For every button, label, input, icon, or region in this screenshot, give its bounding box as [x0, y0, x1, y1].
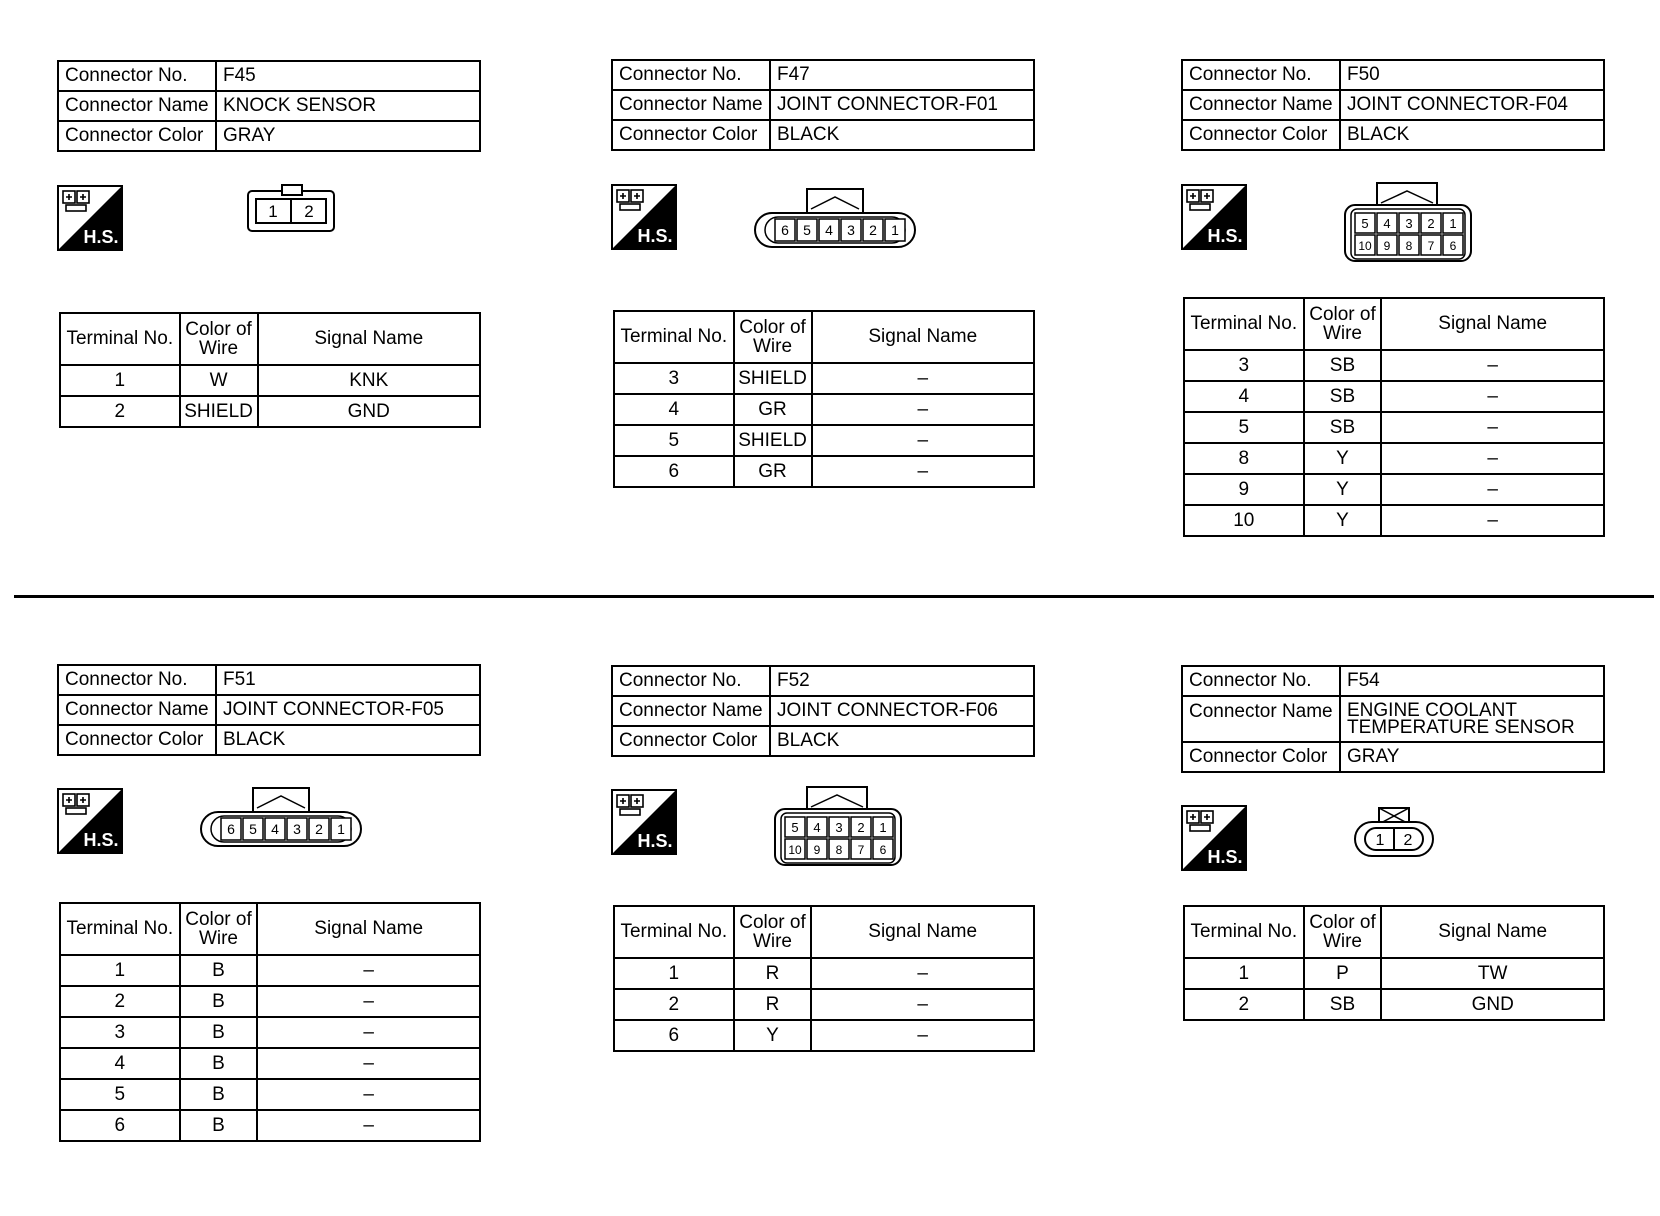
connector-face-2pin — [242, 183, 342, 237]
connector-diagram — [1341, 181, 1477, 272]
connector-color-label: Connector Color — [612, 726, 770, 756]
terminal-row — [614, 1020, 1034, 1051]
connector-name-value: JOINT CONNECTOR-F06 — [770, 696, 1034, 726]
terminal-row — [614, 989, 1034, 1020]
connector-panel-f51 — [57, 664, 481, 1136]
terminal-row — [60, 396, 480, 427]
connector-color-label: Connector Color — [58, 121, 216, 151]
wire-color-cell: GR — [734, 394, 812, 425]
svg-text:2: 2 — [1427, 216, 1435, 231]
svg-text:2: 2 — [315, 821, 323, 837]
terminal-no-header: Terminal No. — [614, 311, 734, 363]
terminal-row — [60, 1079, 480, 1110]
terminal-row — [1184, 474, 1604, 505]
svg-text:3: 3 — [1405, 216, 1413, 231]
terminal-row — [1184, 989, 1604, 1020]
harness-side-icon — [57, 185, 123, 251]
color-of-wire-header: Color of Wire — [1304, 298, 1382, 350]
signal-name-cell: – — [1381, 443, 1604, 474]
svg-text:4: 4 — [825, 222, 833, 238]
terminal-table — [1183, 905, 1605, 1021]
svg-text:1: 1 — [1375, 832, 1385, 849]
connector-panel-f45 — [57, 60, 481, 422]
svg-text:5: 5 — [249, 821, 257, 837]
svg-text:8: 8 — [835, 843, 843, 857]
connector-name-label: Connector Name — [1182, 90, 1340, 120]
color-of-wire-header: Color of Wire — [180, 313, 258, 365]
terminal-row — [1184, 381, 1604, 412]
terminal-no-header: Terminal No. — [1184, 298, 1304, 350]
terminal-row — [614, 425, 1034, 456]
terminal-row — [614, 958, 1034, 989]
connector-no-value: F51 — [216, 665, 480, 695]
signal-name-cell: – — [1381, 505, 1604, 536]
connector-color-value: BLACK — [216, 725, 480, 755]
signal-name-header: Signal Name — [812, 311, 1035, 363]
svg-text:7: 7 — [857, 843, 865, 857]
section-divider — [14, 595, 1654, 598]
svg-text:H.S.: H.S. — [637, 831, 673, 851]
terminal-no-cell: 3 — [60, 1017, 180, 1048]
connector-panel-f52 — [611, 665, 1035, 1046]
connector-info-table — [1181, 59, 1605, 151]
connector-no-label: Connector No. — [58, 61, 216, 91]
svg-text:6: 6 — [1449, 239, 1457, 253]
connector-no-label: Connector No. — [612, 666, 770, 696]
terminal-no-header: Terminal No. — [60, 313, 180, 365]
signal-name-header: Signal Name — [257, 903, 480, 955]
connector-no-value: F52 — [770, 666, 1034, 696]
terminal-table — [613, 905, 1035, 1052]
terminal-no-cell: 1 — [60, 955, 180, 986]
connector-color-label: Connector Color — [1182, 120, 1340, 150]
connector-no-value: F45 — [216, 61, 480, 91]
svg-text:9: 9 — [813, 843, 821, 857]
svg-text:10: 10 — [1358, 239, 1372, 253]
svg-text:2: 2 — [857, 820, 865, 835]
wire-color-cell: SHIELD — [734, 425, 812, 456]
connector-no-value: F54 — [1340, 666, 1604, 696]
signal-name-cell: KNK — [258, 365, 481, 396]
svg-text:4: 4 — [1383, 216, 1391, 231]
signal-name-cell: – — [811, 989, 1034, 1020]
svg-text:H.S.: H.S. — [637, 226, 673, 246]
wire-color-cell: B — [180, 986, 258, 1017]
terminal-no-cell: 2 — [614, 989, 734, 1020]
signal-name-cell: – — [257, 1017, 480, 1048]
terminal-no-cell: 6 — [614, 1020, 734, 1051]
terminal-row — [1184, 958, 1604, 989]
connector-diagram — [751, 187, 921, 258]
wire-color-cell: SB — [1304, 381, 1382, 412]
svg-text:9: 9 — [1383, 239, 1391, 253]
connector-info-table — [611, 665, 1035, 757]
wire-color-cell: R — [734, 989, 812, 1020]
wire-color-cell: SHIELD — [180, 396, 258, 427]
connector-no-label: Connector No. — [612, 60, 770, 90]
connector-no-label: Connector No. — [1182, 60, 1340, 90]
terminal-row — [1184, 505, 1604, 536]
signal-name-cell: – — [812, 363, 1035, 394]
wire-color-cell: GR — [734, 456, 812, 487]
terminal-no-cell: 4 — [60, 1048, 180, 1079]
harness-side-icon — [57, 788, 123, 854]
wire-color-cell: B — [180, 955, 258, 986]
wire-color-cell: Y — [734, 1020, 812, 1051]
wire-color-cell: B — [180, 1048, 258, 1079]
terminal-no-cell: 2 — [60, 396, 180, 427]
harness-side-icon — [611, 184, 677, 250]
signal-name-cell: – — [257, 1048, 480, 1079]
connector-no-label: Connector No. — [1182, 666, 1340, 696]
connector-info-table — [611, 59, 1035, 151]
connector-face-2pin-round — [1351, 806, 1437, 862]
svg-text:H.S.: H.S. — [1207, 847, 1243, 867]
connector-panel-f54 — [1181, 665, 1605, 1015]
terminal-no-cell: 1 — [614, 958, 734, 989]
color-of-wire-header: Color of Wire — [734, 311, 812, 363]
connector-no-value: F47 — [770, 60, 1034, 90]
svg-text:1: 1 — [879, 820, 887, 835]
wire-color-cell: Y — [1304, 505, 1382, 536]
connector-color-value: GRAY — [216, 121, 480, 151]
terminal-no-cell: 2 — [60, 986, 180, 1017]
signal-name-header: Signal Name — [811, 906, 1034, 958]
terminal-row — [1184, 443, 1604, 474]
signal-name-header: Signal Name — [258, 313, 481, 365]
svg-text:2: 2 — [304, 202, 314, 221]
signal-name-header: Signal Name — [1381, 298, 1604, 350]
svg-text:1: 1 — [268, 202, 278, 221]
signal-name-cell: – — [1381, 412, 1604, 443]
svg-text:H.S.: H.S. — [83, 227, 119, 247]
svg-text:1: 1 — [1449, 216, 1457, 231]
svg-text:1: 1 — [891, 222, 899, 238]
signal-name-cell: TW — [1381, 958, 1604, 989]
connector-no-label: Connector No. — [58, 665, 216, 695]
terminal-no-cell: 5 — [60, 1079, 180, 1110]
terminal-row — [60, 955, 480, 986]
connector-color-label: Connector Color — [58, 725, 216, 755]
connector-face-10pin — [1341, 181, 1477, 267]
terminal-table — [59, 902, 481, 1142]
terminal-no-cell: 5 — [1184, 412, 1304, 443]
terminal-row — [60, 1017, 480, 1048]
connector-name-label: Connector Name — [612, 90, 770, 120]
connector-name-label: Connector Name — [58, 91, 216, 121]
signal-name-cell: – — [811, 1020, 1034, 1051]
signal-name-cell: – — [1381, 381, 1604, 412]
wire-color-cell: B — [180, 1079, 258, 1110]
svg-text:4: 4 — [813, 820, 821, 835]
terminal-no-header: Terminal No. — [1184, 906, 1304, 958]
terminal-no-header: Terminal No. — [60, 903, 180, 955]
terminal-no-cell: 1 — [1184, 958, 1304, 989]
signal-name-cell: – — [1381, 350, 1604, 381]
signal-name-cell: – — [257, 986, 480, 1017]
wire-color-cell: SB — [1304, 989, 1382, 1020]
terminal-no-cell: 4 — [1184, 381, 1304, 412]
connector-color-value: GRAY — [1340, 742, 1604, 772]
connector-name-label: Connector Name — [1182, 696, 1340, 742]
svg-text:3: 3 — [847, 222, 855, 238]
signal-name-cell: – — [257, 1110, 480, 1141]
connector-diagram — [1351, 806, 1437, 867]
connector-color-value: BLACK — [770, 726, 1034, 756]
connector-color-label: Connector Color — [1182, 742, 1340, 772]
terminal-row — [60, 1048, 480, 1079]
terminal-table — [613, 310, 1035, 488]
terminal-no-cell: 1 — [60, 365, 180, 396]
signal-name-cell: – — [257, 1079, 480, 1110]
svg-text:6: 6 — [879, 843, 887, 857]
signal-name-cell: – — [257, 955, 480, 986]
terminal-row — [60, 365, 480, 396]
signal-name-cell: – — [812, 456, 1035, 487]
harness-side-icon — [1181, 805, 1247, 871]
connector-name-value: JOINT CONNECTOR-F05 — [216, 695, 480, 725]
terminal-row — [1184, 412, 1604, 443]
terminal-no-cell: 8 — [1184, 443, 1304, 474]
terminal-row — [614, 363, 1034, 394]
terminal-table — [1183, 297, 1605, 537]
signal-name-cell: – — [1381, 474, 1604, 505]
svg-text:2: 2 — [1403, 832, 1413, 849]
svg-text:H.S.: H.S. — [83, 830, 119, 850]
color-of-wire-header: Color of Wire — [1304, 906, 1382, 958]
signal-name-cell: GND — [1381, 989, 1604, 1020]
harness-side-icon — [1181, 184, 1247, 250]
terminal-row — [614, 394, 1034, 425]
terminal-no-header: Terminal No. — [614, 906, 734, 958]
wire-color-cell: R — [734, 958, 812, 989]
wire-color-cell: SHIELD — [734, 363, 812, 394]
svg-text:8: 8 — [1405, 239, 1413, 253]
signal-name-cell: – — [811, 958, 1034, 989]
connector-color-label: Connector Color — [612, 120, 770, 150]
terminal-no-cell: 9 — [1184, 474, 1304, 505]
terminal-no-cell: 3 — [1184, 350, 1304, 381]
wire-color-cell: B — [180, 1110, 258, 1141]
terminal-no-cell: 5 — [614, 425, 734, 456]
color-of-wire-header: Color of Wire — [734, 906, 812, 958]
signal-name-cell: GND — [258, 396, 481, 427]
terminal-table — [59, 312, 481, 428]
svg-text:5: 5 — [791, 820, 799, 835]
connector-diagram — [197, 786, 367, 857]
connector-panel-f50 — [1181, 59, 1605, 531]
wire-color-cell: W — [180, 365, 258, 396]
svg-text:1: 1 — [337, 821, 345, 837]
signal-name-header: Signal Name — [1381, 906, 1604, 958]
wire-color-cell: P — [1304, 958, 1382, 989]
connector-color-value: BLACK — [1340, 120, 1604, 150]
terminal-no-cell: 2 — [1184, 989, 1304, 1020]
connector-name-value: KNOCK SENSOR — [216, 91, 480, 121]
connector-name-value: ENGINE COOLANT TEMPERATURE SENSOR — [1340, 696, 1604, 742]
svg-text:10: 10 — [788, 843, 802, 857]
terminal-no-cell: 6 — [614, 456, 734, 487]
connector-info-table — [1181, 665, 1605, 773]
svg-text:2: 2 — [869, 222, 877, 238]
terminal-no-cell: 4 — [614, 394, 734, 425]
harness-side-icon — [611, 789, 677, 855]
terminal-row — [60, 986, 480, 1017]
connector-color-value: BLACK — [770, 120, 1034, 150]
connector-info-table — [57, 664, 481, 756]
connector-name-label: Connector Name — [612, 696, 770, 726]
connector-no-value: F50 — [1340, 60, 1604, 90]
terminal-no-cell: 3 — [614, 363, 734, 394]
svg-text:4: 4 — [271, 821, 279, 837]
svg-text:7: 7 — [1427, 239, 1435, 253]
svg-text:5: 5 — [803, 222, 811, 238]
signal-name-cell: – — [812, 394, 1035, 425]
connector-info-table — [57, 60, 481, 152]
terminal-no-cell: 10 — [1184, 505, 1304, 536]
connector-face-10pin — [771, 785, 907, 871]
connector-panel-f47 — [611, 59, 1035, 482]
terminal-no-cell: 6 — [60, 1110, 180, 1141]
svg-text:5: 5 — [1361, 216, 1369, 231]
terminal-row — [614, 456, 1034, 487]
connector-diagram — [242, 183, 342, 242]
svg-text:H.S.: H.S. — [1207, 226, 1243, 246]
terminal-row — [60, 1110, 480, 1141]
connector-face-6pin — [197, 786, 367, 852]
wire-color-cell: Y — [1304, 474, 1382, 505]
wire-color-cell: SB — [1304, 412, 1382, 443]
svg-text:3: 3 — [293, 821, 301, 837]
connector-diagram — [771, 785, 907, 876]
wire-color-cell: Y — [1304, 443, 1382, 474]
svg-text:3: 3 — [835, 820, 843, 835]
connector-name-value: JOINT CONNECTOR-F04 — [1340, 90, 1604, 120]
signal-name-cell: – — [812, 425, 1035, 456]
connector-name-label: Connector Name — [58, 695, 216, 725]
terminal-row — [1184, 350, 1604, 381]
connector-name-value: JOINT CONNECTOR-F01 — [770, 90, 1034, 120]
wire-color-cell: SB — [1304, 350, 1382, 381]
wire-color-cell: B — [180, 1017, 258, 1048]
svg-text:6: 6 — [227, 821, 235, 837]
color-of-wire-header: Color of Wire — [180, 903, 258, 955]
svg-text:6: 6 — [781, 222, 789, 238]
connector-face-6pin — [751, 187, 921, 253]
